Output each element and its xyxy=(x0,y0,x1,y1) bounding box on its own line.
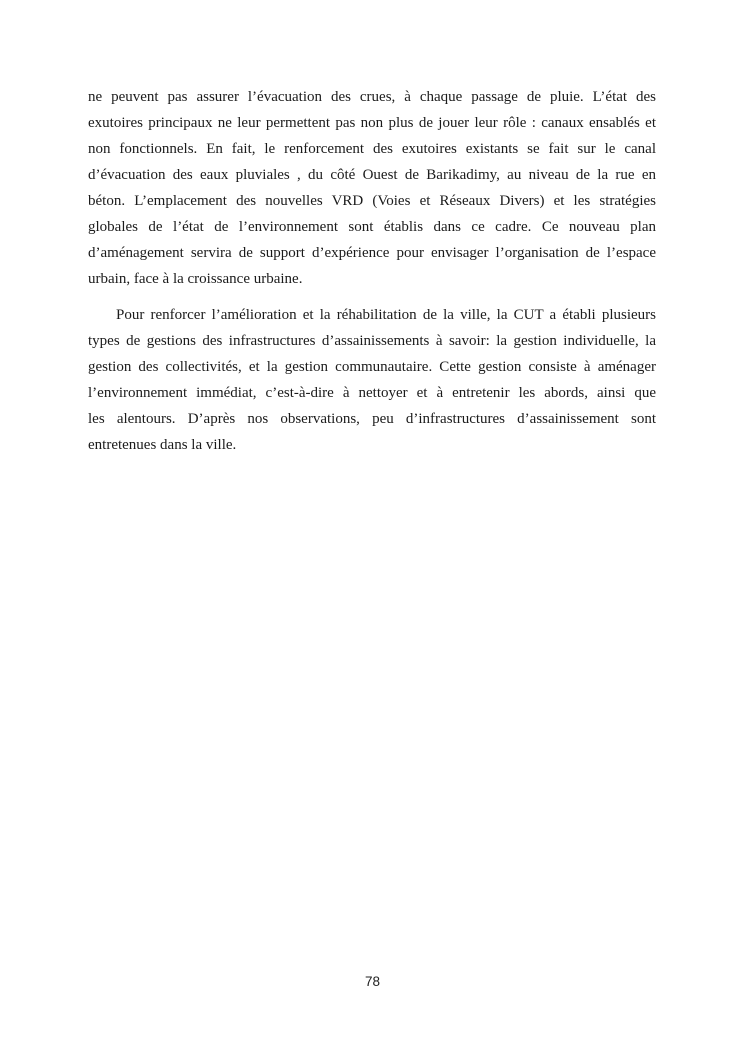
text-line: gestion des collectivités, et la gestion communautaire. Cette gestion consiste à aménager xyxy=(88,359,656,375)
text-line: globales de l’état de l’environnement sont établis dans ce cadre. Ce nouveau plan xyxy=(88,219,656,235)
text-line: d’aménagement servira de support d’expérience pour envisager l’organisation de l’espace xyxy=(88,245,656,261)
text-line: exutoires principaux ne leur permettent pas non plus de jouer leur rôle : canaux ensablés et xyxy=(88,115,656,131)
text-line: ne peuvent pas assurer l’évacuation des crues, à chaque passage de pluie. L’état des xyxy=(88,89,656,105)
text-line: types de gestions des infrastructures d’assainissements à savoir: la gestion individuelle, la xyxy=(88,333,656,349)
text-line: Pour renforcer l’amélioration et la réhabilitation de la ville, la CUT a établi plusieurs xyxy=(116,307,656,323)
text-line: non fonctionnels. En fait, le renforcement des exutoires existants se fait sur le canal xyxy=(88,141,656,157)
text-line: urbain, face à la croissance urbaine. xyxy=(88,271,303,287)
text-line: les alentours. D’après nos observations, peu d’infrastructures d’assainissement sont xyxy=(88,411,656,427)
page-number: 78 xyxy=(364,974,381,989)
text-line: entretenues dans la ville. xyxy=(88,437,237,453)
text-line: béton. L’emplacement des nouvelles VRD (Voies et Réseaux Divers) et les stratégies xyxy=(88,193,656,209)
paragraph-2 xyxy=(88,302,656,458)
page-text-block xyxy=(88,84,656,458)
text-line: d’évacuation des eaux pluviales , du côté Ouest de Barikadimy, au niveau de la rue en xyxy=(88,167,656,183)
text-line: l’environnement immédiat, c’est-à-dire à nettoyer et à entretenir les abords, ainsi que xyxy=(88,385,656,401)
paragraph-1 xyxy=(88,84,656,292)
